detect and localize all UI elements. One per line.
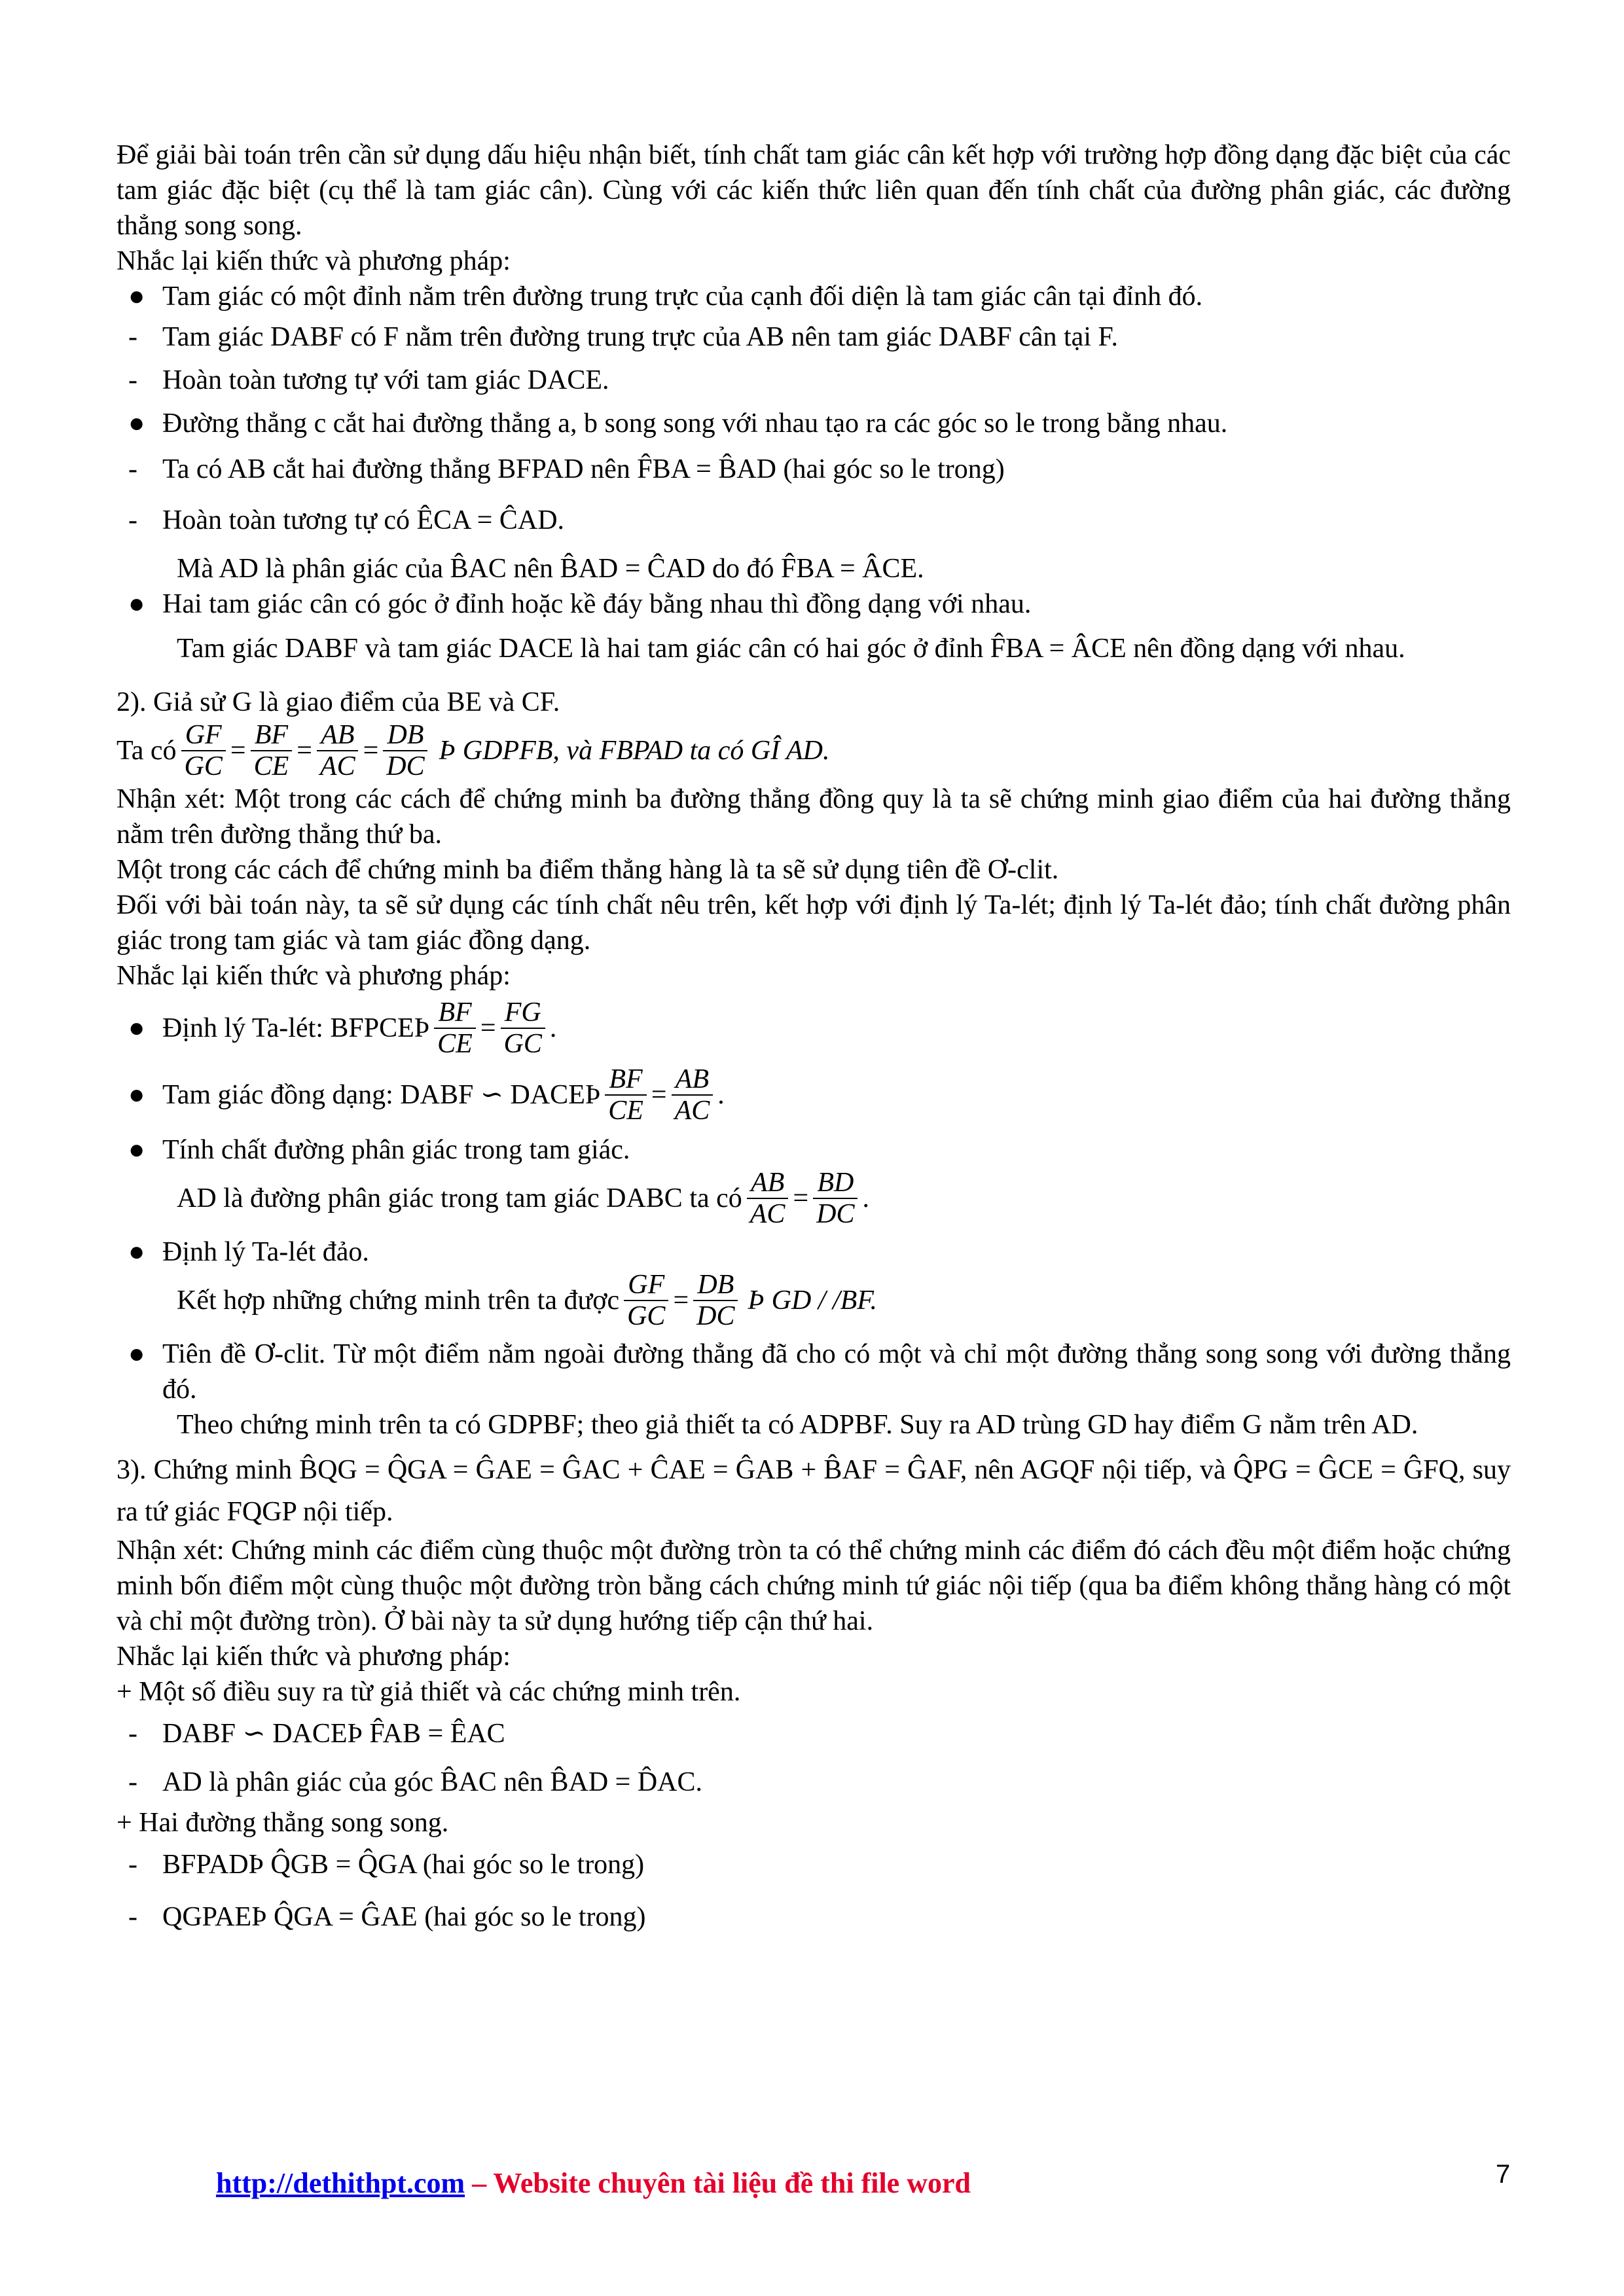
bullet-item: ● Hai tam giác cân có góc ở đỉnh hoặc kề đáy bằng nhau thì đồng dạng với nhau. — [117, 586, 1511, 622]
document-body — [117, 137, 1511, 1935]
dash-item: - AD là phân giác của góc B̂AC nên B̂AD = D̂AC. — [128, 1767, 703, 1797]
fraction: $\frac{AB}{AC}$ — [316, 720, 359, 781]
dash-item: - Tam giác DABF có F nằm trên đường trung trực của AB nên tam giác DABF cân tại F. — [128, 322, 1118, 352]
bullet-dot-icon: ● — [128, 1135, 145, 1165]
part-3-heading: 3). Chứng minh B̂QG = Q̂GA = ĜAE = ĜAC + ĈAE = ĜAB + B̂AF = ĜAF, nên AGQF nội tiếp, và Q̂PG = ĜCE = ĜFQ, suy ra tứ giác FQGP nội tiếp. — [117, 1455, 1511, 1527]
fraction: $\frac{DB}{DC}$ — [693, 1270, 738, 1331]
bullet-item: ● Định lý Ta-lét: BFPCEÞ $\frac{BF}{CE}$ = $\frac{FG}{GC}$ . — [117, 997, 1511, 1059]
dash-item: - Hoàn toàn tương tự có ÊCA = ĈAD. — [128, 505, 565, 535]
fraction: $\frac{BD}{DC}$ — [812, 1168, 858, 1229]
dash-item: - Hoàn toàn tương tự với tam giác DACE. — [128, 365, 609, 395]
bullet-dot-icon: ● — [128, 1013, 145, 1043]
bullet-dot-icon: ● — [128, 589, 145, 619]
remark: Nhận xét: Chứng minh các điểm cùng thuộc một đường tròn ta có thể chứng minh các điểm đó cách đều một điểm hoặc chứng minh bốn điểm một cùng thuộc một đường tròn bằng cách chứng minh tứ giác nội tiếp (qua ba điểm không thẳng hàng có một và chỉ một đường tròn). Ở bài này ta sử dụng hướng tiếp cận thứ hai. — [117, 1535, 1511, 1636]
fraction: $\frac{FG}{GC}$ — [500, 997, 546, 1059]
bullet-item: ● Tam giác đồng dạng: DABF ∽ DACEÞ $\frac{BF}{CE}$ = $\frac{AB}{AC}$ . — [117, 1064, 1511, 1126]
bullet-dot-icon: ● — [128, 408, 145, 439]
indented-text: Mà AD là phân giác của B̂AC nên B̂AD = ĈAD do đó F̂BA = ÂCE. — [177, 554, 924, 584]
fraction: $\frac{BF}{CE}$ — [433, 997, 477, 1059]
recall-heading: Nhắc lại kiến thức và phương pháp: — [117, 246, 511, 276]
indented-equation: Kết hợp những chứng minh trên ta được $\frac{GF}{GC}$ = $\frac{DB}{DC}$ Þ GD / /BF. — [177, 1270, 878, 1331]
bullet-item: ● Định lý Ta-lét đảo. — [117, 1234, 1511, 1270]
dash-item: - BFPADÞ Q̂GB = Q̂GA (hai góc so le trong) — [128, 1850, 645, 1880]
fraction: $\frac{GF}{GC}$ — [181, 720, 226, 781]
bullet-dot-icon: ● — [128, 1080, 145, 1110]
text-line: Đối với bài toán này, ta sẽ sử dụng các tính chất nêu trên, kết hợp với định lý Ta-lét; định lý Ta-lét đảo; tính chất đường phân giác trong tam giác và tam giác đồng dạng. — [117, 890, 1511, 956]
fraction: $\frac{BF}{CE}$ — [250, 720, 293, 781]
recall-heading: Nhắc lại kiến thức và phương pháp: — [117, 961, 511, 991]
footer-link[interactable]: http://dethithpt.com — [216, 2167, 465, 2199]
bullet-dot-icon: ● — [128, 281, 145, 312]
bullet-item: ● Tiên đề Ơ-clit. Từ một điểm nằm ngoài đường thẳng đã cho có một và chỉ một đường thẳng song song với đường thẳng đó. — [117, 1336, 1511, 1407]
remark: Nhận xét: Một trong các cách để chứng minh ba đường thẳng đồng quy là ta sẽ chứng minh giao điểm của hai đường thẳng nằm trên đường thẳng thứ ba. — [117, 784, 1511, 850]
bullet-dot-icon: ● — [128, 1237, 145, 1267]
part-2-heading: 2). Giả sử G là giao điểm của BE và CF. — [117, 687, 560, 717]
fraction: $\frac{DB}{DC}$ — [382, 720, 428, 781]
indented-text: Tam giác DABF và tam giác DACE là hai tam giác cân có hai góc ở đỉnh F̂BA = ÂCE nên đồng dạng với nhau. — [177, 634, 1405, 664]
fraction: $\frac{GF}{GC}$ — [623, 1270, 669, 1331]
text-line: + Một số điều suy ra từ giả thiết và các chứng minh trên. — [117, 1677, 741, 1707]
ratio-equation: Ta có $\frac{GF}{GC}$ = $\frac{BF}{CE}$ = $\frac{AB}{AC}$ = $\frac{DB}{DC}$ Þ GDPFB, và FBPAD ta có GÎ AD. — [117, 720, 830, 781]
dash-item: - Ta có AB cắt hai đường thẳng BFPAD nên F̂BA = B̂AD (hai góc so le trong) — [128, 454, 1005, 484]
bullet-item: ● Tính chất đường phân giác trong tam giác. — [117, 1132, 1511, 1168]
fraction: $\frac{BF}{CE}$ — [604, 1064, 647, 1126]
text-line: Một trong các cách để chứng minh ba điểm thẳng hàng là ta sẽ sử dụng tiên đề Ơ-clit. — [117, 855, 1059, 885]
text-line: + Hai đường thẳng song song. — [117, 1808, 449, 1838]
indented-text: Theo chứng minh trên ta có GDPBF; theo giả thiết ta có ADPBF. Suy ra AD trùng GD hay điểm G nằm trên AD. — [177, 1410, 1418, 1440]
fraction: $\frac{AB}{AC}$ — [746, 1168, 789, 1229]
footer — [216, 2166, 971, 2200]
bullet-item: ● Tam giác có một đỉnh nằm trên đường trung trực của cạnh đối diện là tam giác cân tại đỉnh đó. — [117, 279, 1511, 314]
indented-equation: AD là đường phân giác trong tam giác DABC ta có $\frac{AB}{AC}$ = $\frac{BD}{DC}$ . — [177, 1168, 869, 1229]
page-number: 7 — [1496, 2160, 1511, 2189]
fraction: $\frac{AB}{AC}$ — [671, 1064, 714, 1126]
recall-heading: Nhắc lại kiến thức và phương pháp: — [117, 1641, 511, 1672]
intro-paragraph: Để giải bài toán trên cần sử dụng dấu hiệu nhận biết, tính chất tam giác cân kết hợp với trường hợp đồng dạng đặc biệt của các tam giác đặc biệt (cụ thể là tam giác cân). Cùng với các kiến thức liên quan đến tính chất của đường phân giác, các đường thẳng song song. — [117, 140, 1511, 241]
footer-site-text: – Website chuyên tài liệu đề thi file word — [465, 2167, 971, 2199]
bullet-item: ● Đường thẳng c cắt hai đường thẳng a, b song song với nhau tạo ra các góc so le trong bằng nhau. — [117, 406, 1511, 441]
bullet-dot-icon: ● — [128, 1339, 145, 1369]
dash-item: - QGPAEÞ Q̂GA = ĜAE (hai góc so le trong) — [128, 1902, 646, 1932]
dash-item: - DABF ∽ DACEÞ F̂AB = ÊAC — [128, 1719, 505, 1749]
